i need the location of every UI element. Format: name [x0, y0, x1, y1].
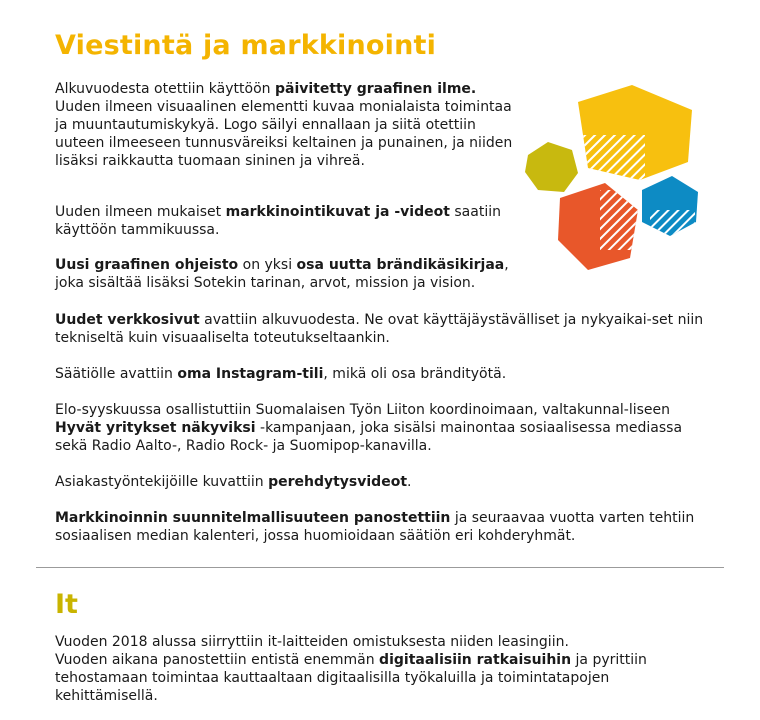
paragraph-website: Uudet verkkosivut avattiin alkuvuodesta. Ne ovat käyttäjäystävälliset ja nykyaikai-set niin tekniseltä kuin visuaaliselta toteutukseltaankin.: [55, 312, 704, 346]
brand-hexagon-graphic: [520, 80, 705, 275]
section-title-it: It: [55, 589, 78, 620]
paragraph-orientation-videos: Asiakastyöntekijöille kuvattiin perehdytysvideot.: [55, 474, 412, 490]
paragraph-brand-guidelines: Uusi graafinen ohjeisto on yksi osa uutta brändikäsikirjaa, joka sisältää lisäksi Sotekin tarinan, arvot, mission ja vision.: [55, 257, 509, 291]
section-divider: [36, 567, 724, 568]
paragraph-graphic-identity: Alkuvuodesta otettiin käyttöön päivitetty graafinen ilme. Uuden ilmeen visuaalinen elementti kuvaa monialaista toimintaa ja muuntautumiskykyä. Logo säilyi ennallaan ja siitä otettiin uuteen ilmeeseen tunnusväreiksi keltainen ja punainen, ja niiden lisäksi raikkautta tuomaan sininen ja vihreä.: [55, 81, 513, 169]
paragraph-marketing-images: Uuden ilmeen mukaiset markkinointikuvat ja -videot saatiin käyttöön tammikuussa.: [55, 204, 501, 238]
paragraph-it: Vuoden 2018 alussa siirryttiin it-laitteiden omistuksesta niiden leasingiin. Vuoden aikana panostettiin entistä enemmän digitaalisiin ratkaisuihin ja pyrittiin tehostamaan toimintaa kauttaaltaan digitaalisilla työkaluilla ja toimintatapojen kehittämisellä.: [55, 634, 647, 704]
paragraph-social-media-calendar: Markkinoinnin suunnitelmallisuuteen panostettiin ja seuraavaa vuotta varten tehtiin sosiaalisen median kalenteri, jossa huomioidaan säätiön eri kohderyhmät.: [55, 510, 695, 544]
paragraph-instagram: Säätiölle avattiin oma Instagram-tili, mikä oli osa brändityötä.: [55, 366, 507, 382]
section-title-communication: Viestintä ja markkinointi: [55, 30, 437, 61]
green-hexagon: [525, 142, 578, 192]
paragraph-campaign: Elo-syyskuussa osallistuttiin Suomalaisen Työn Liiton koordinoimaan, valtakunnal-liseen Hyvät yritykset näkyviksi -kampanjaan, joka sisälsi mainontaa sosiaalisessa mediassa sekä Radio Aalto-, Radio Rock- ja Suomipop-kanavilla.: [55, 402, 683, 454]
